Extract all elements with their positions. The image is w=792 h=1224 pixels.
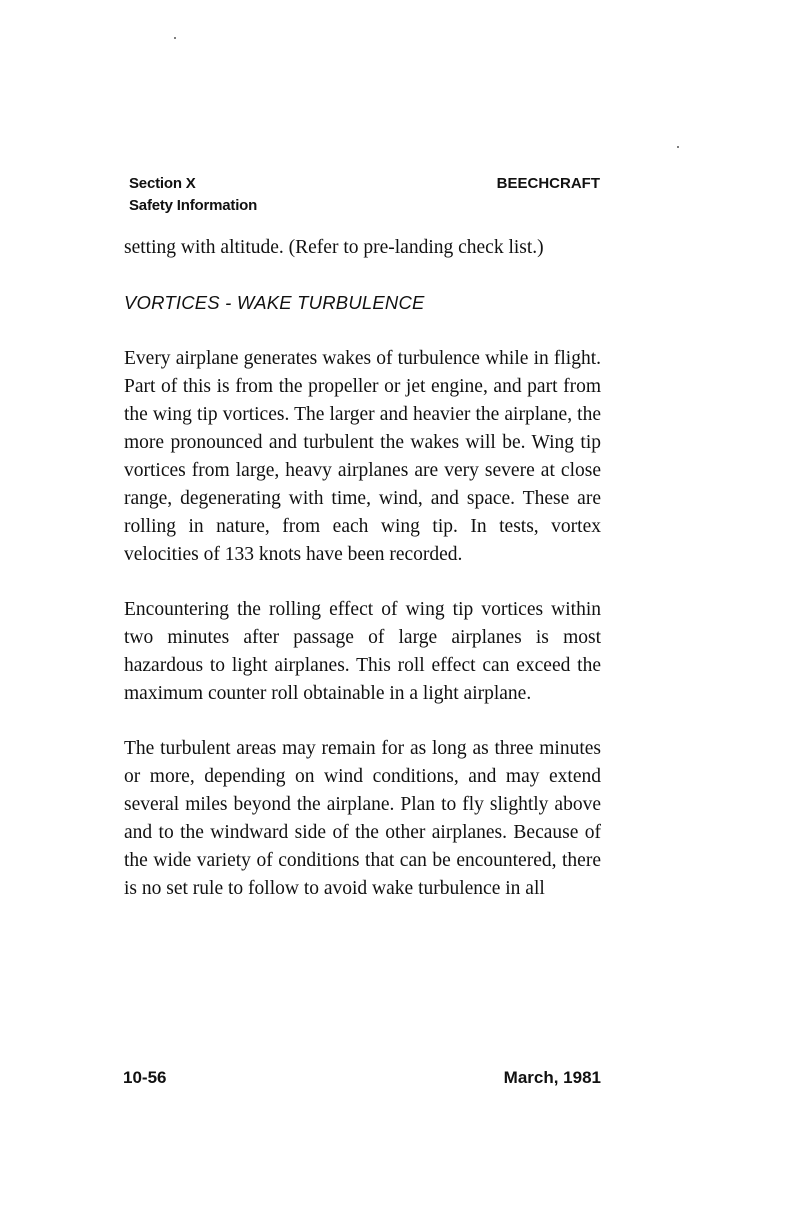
section-heading: VORTICES - WAKE TURBULENCE [124, 292, 425, 313]
body-paragraph: Every airplane generates wakes of turbulence while in flight. Part of this is from the propeller or jet engine, and part from the wing tip vortices. The larger and heavier the airplane, the more pronounced and turbulent the wakes will be. Wing tip vortices from large, heavy airplanes are very severe at close range, degenerating with time, wind, and space. These are rolling in nature, from each wing tip. In tests, vortex velocities of 133 knots have been recorded. [124, 348, 601, 565]
brand-label: BEECHCRAFT [496, 175, 600, 192]
page-body [124, 234, 601, 930]
scan-speck [677, 146, 679, 148]
body-paragraph: The turbulent areas may remain for as long as three minutes or more, depending on wind conditions, and may extend several miles beyond the airplane. Plan to fly slightly above and to the windward side of the other airplanes. Because of the wide variety of conditions that can be encountered, there is no set rule to follow to avoid wake turbulence in all [124, 738, 601, 899]
scan-speck [174, 37, 176, 39]
intro-paragraph: setting with altitude. (Refer to pre-landing check list.) [124, 237, 544, 258]
body-paragraph: Encountering the rolling effect of wing tip vortices within two minutes after passage of large airplanes is most hazardous to light airplanes. This roll effect can exceed the maximum counter roll obtainable in a light airplane. [124, 599, 601, 704]
subsection-label: Safety Information [129, 197, 258, 214]
page-number: 10-56 [123, 1068, 167, 1087]
revision-date: March, 1981 [503, 1068, 601, 1087]
page-header-section [129, 173, 257, 217]
section-label: Section X [129, 175, 196, 192]
